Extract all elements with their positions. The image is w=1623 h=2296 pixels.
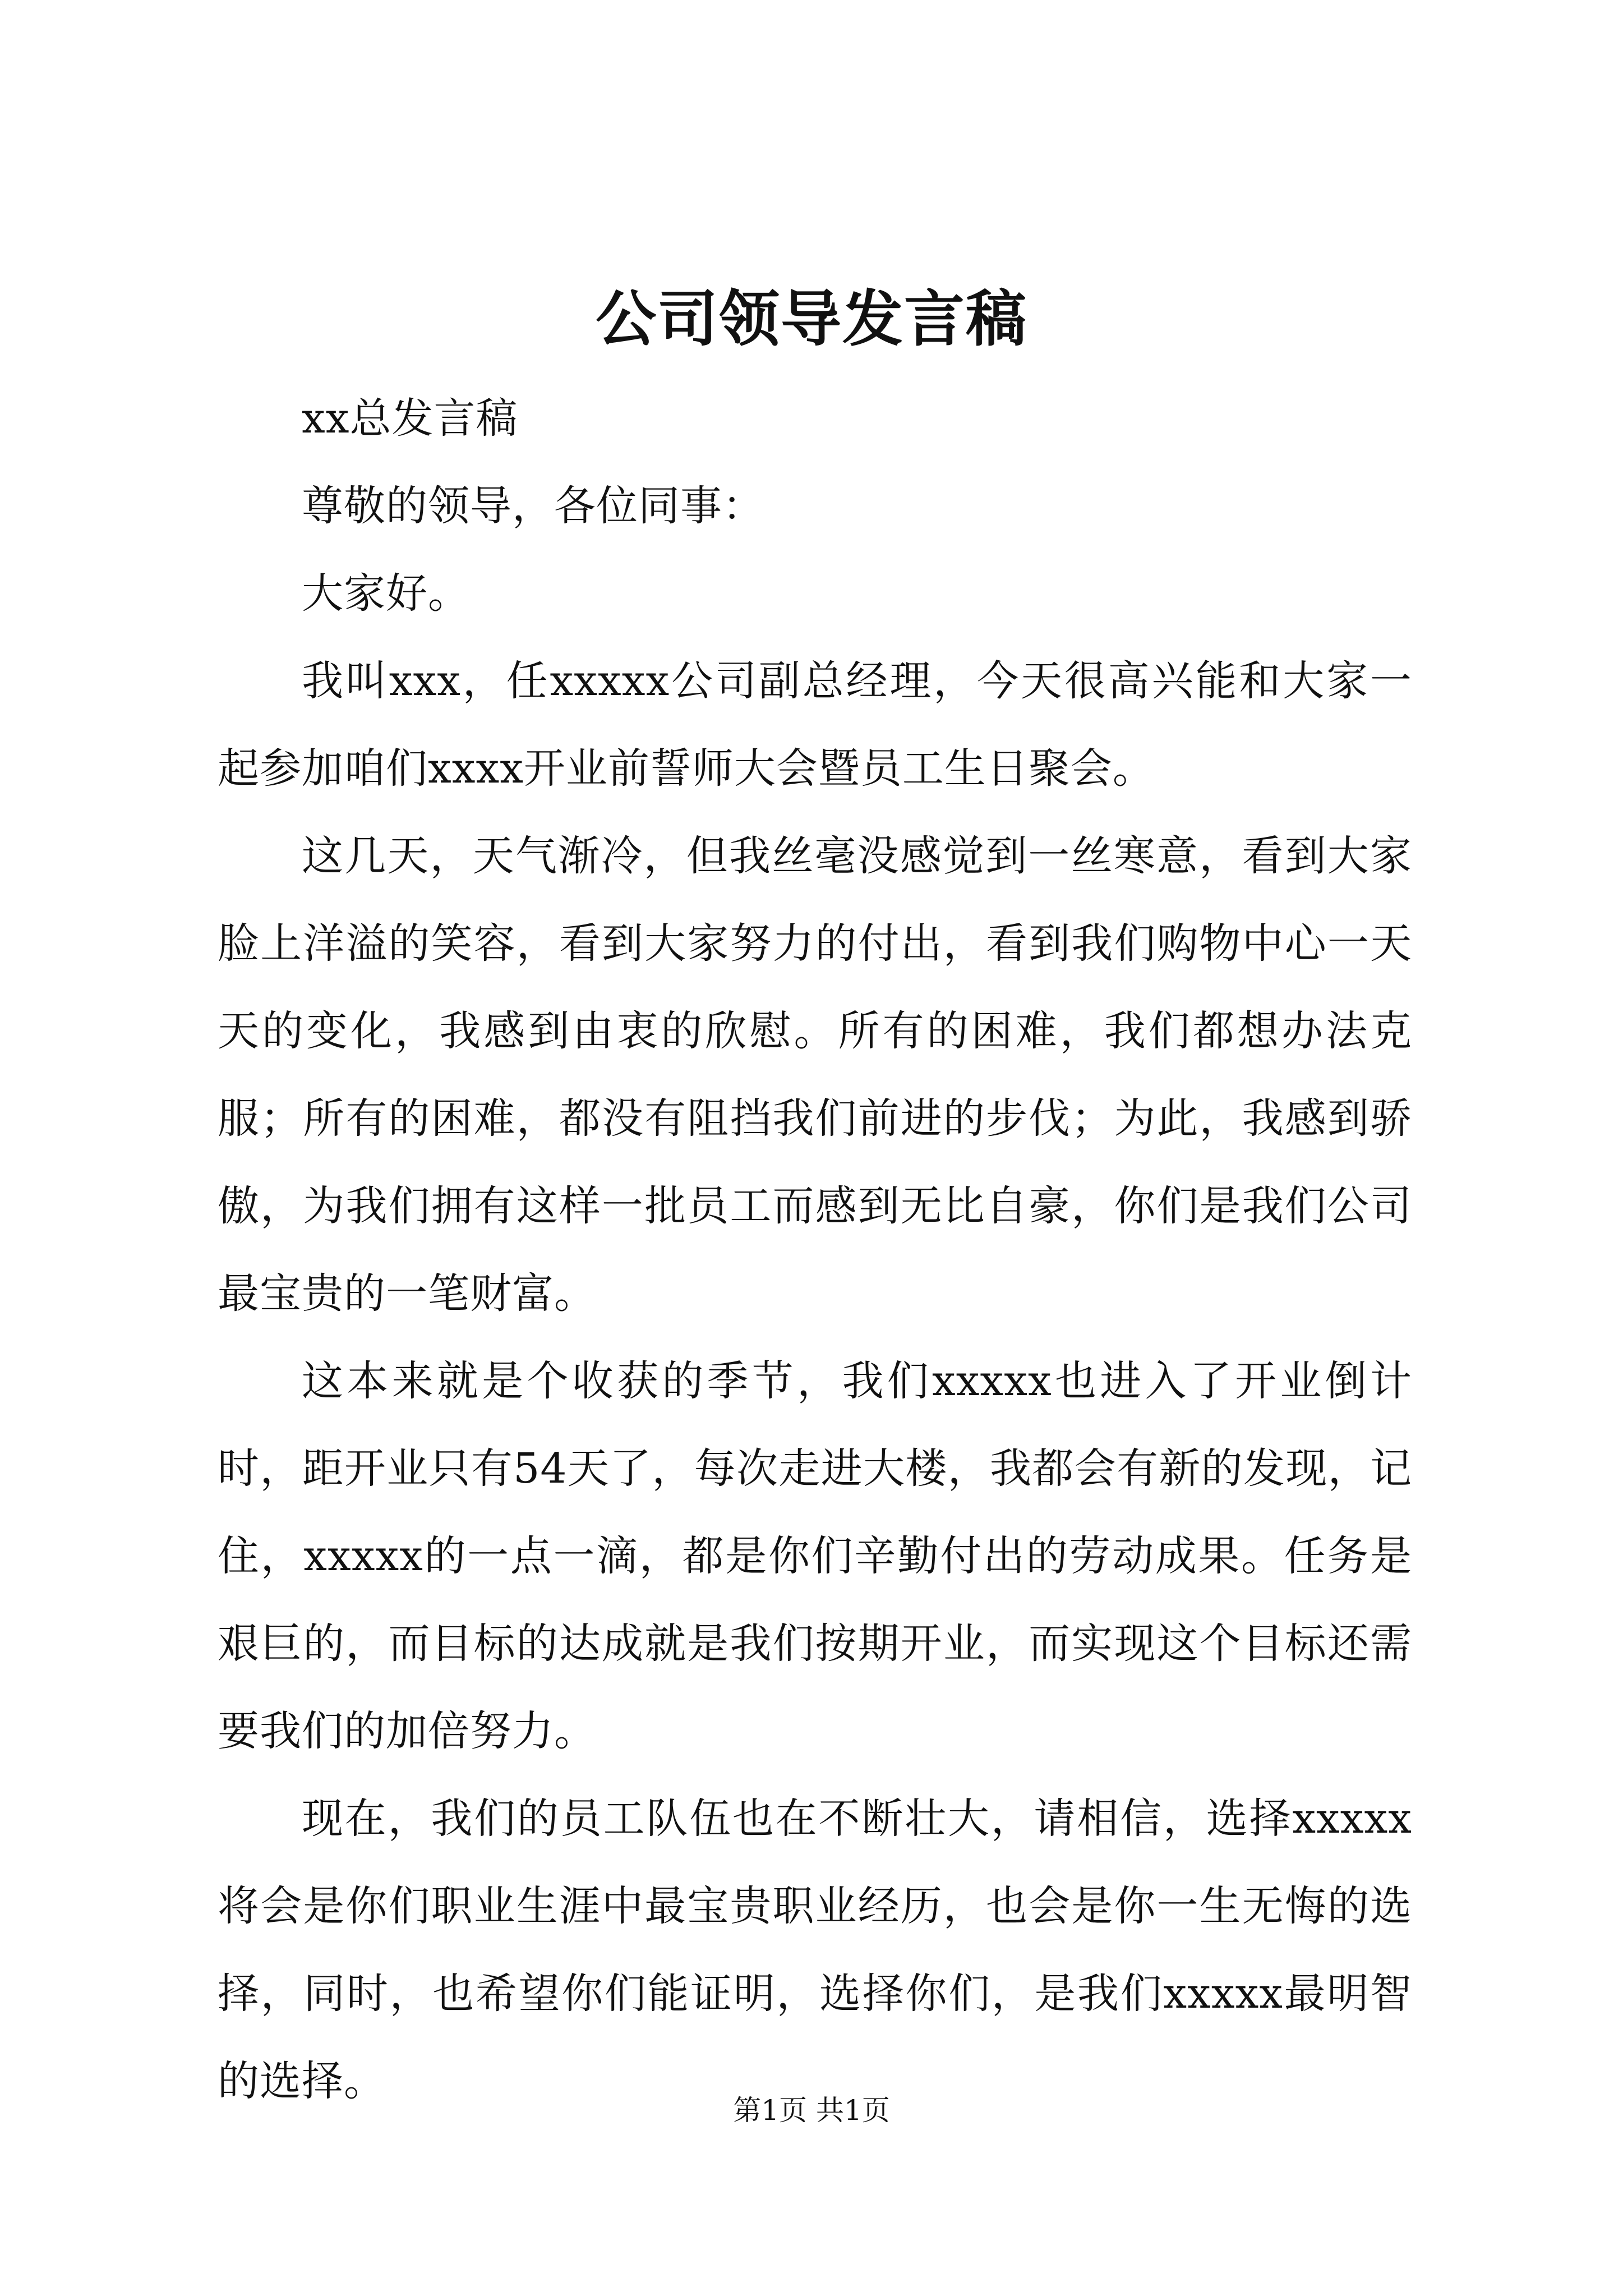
document-body (218, 375, 1412, 2125)
page-footer: 第1页 共1页 (733, 2094, 890, 2127)
paragraph-closing: 现在，我们的员工队伍也在不断壮大，请相信，选择xxxxx将会是你们职业生涯中最宝贵职业经历，也会是你一生无悔的选择，同时，也希望你们能证明，选择你们，是我们xxxxx最明智的选择。 (218, 1795, 1412, 2105)
paragraph-countdown: 这本来就是个收获的季节，我们xxxxx也进入了开业倒计时，距开业只有54天了，每次走进大楼，我都会有新的发现，记住，xxxxx的一点一滴，都是你们辛勤付出的劳动成果。任务是艰巨的，而目标的达成就是我们按期开业，而实现这个目标还需要我们的加倍努力。 (218, 1357, 1412, 1755)
document-title: 公司领导发言稿 (595, 284, 1027, 355)
heading-line: xx总发言稿 (302, 394, 518, 443)
salutation: 尊敬的领导，各位同事： (302, 482, 764, 530)
paragraph-appreciation: 这几天，天气渐冷，但我丝毫没感觉到一丝寒意，看到大家脸上洋溢的笑容，看到大家努力的付出，看到我们购物中心一天天的变化，我感到由衷的欣慰。所有的困难，我们都想办法克服；所有的困难，都没有阻挡我们前进的步伐；为此，我感到骄傲，为我们拥有这样一批员工而感到无比自豪，你们是我们公司最宝贵的一笔财富。 (218, 832, 1412, 1318)
greeting: 大家好。 (302, 569, 470, 618)
paragraph-introduction: 我叫xxx，任xxxxx公司副总经理，今天很高兴能和大家一起参加咱们xxxx开业前誓师大会暨员工生日聚会。 (218, 657, 1412, 793)
